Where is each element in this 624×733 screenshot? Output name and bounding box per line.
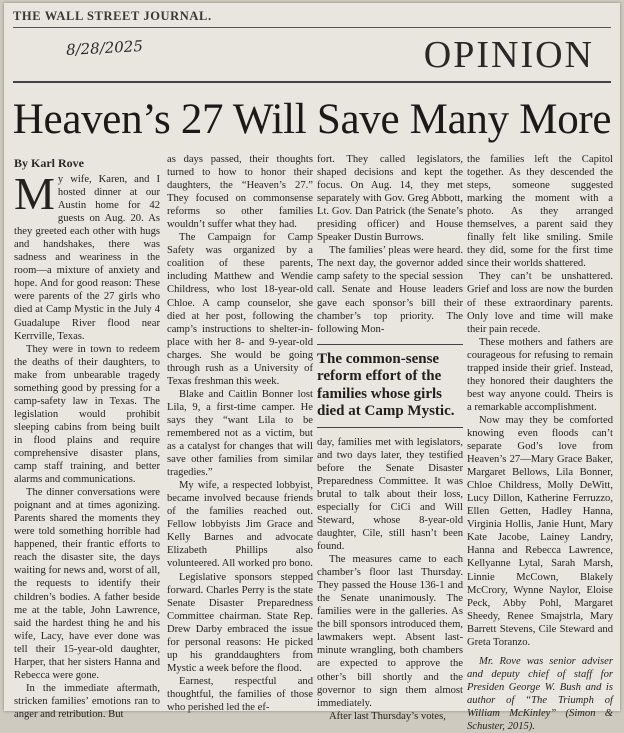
paragraph: fort. They called legislators, shaped decisions and kept the focus. On Aug. 14, they met separately with Gov. Greg Abbott, Lt. Gov. Dan Patrick (the Senate’s presiding officer) and House Speaker Dustin Burrows. bbox=[317, 154, 463, 244]
section-title: OPINION bbox=[423, 34, 594, 76]
paragraph-text: y wife, Karen, and I hosted dinner at our Austin home for 42 guests on Aug. 20. As they greeted each other with hugs and handshakes, there was sadness and weariness in the room—a mixture of anxiety and hope. And for good reason: These were parents of the 27 girls who died at Camp Mystic in the July 4 Guadalupe River flood near Kerrville, Texas. bbox=[14, 174, 160, 342]
masthead: THE WALL STREET JOURNAL. bbox=[13, 9, 212, 23]
paragraph: as days passed, their thoughts turned to how to honor their daughters, the “Heaven’s 27.” They focused on commonsense reforms so other families wouldn’t suffer what they had. bbox=[167, 154, 313, 231]
column-3 bbox=[317, 153, 463, 723]
paragraph: The families’ pleas were heard. The next day, the governor added camp safety to the special session call. Senate and House leaders gave each sponsor’s bill their chamber’s top priority. The following Mon- bbox=[317, 245, 463, 335]
paragraph: The Campaign for Camp Safety was organized by a coalition of these parents, including Matthew and Wendie Childress, who lost 18-year-old Chloe. A camp counselor, she died at her post, following the camp’s instructions to shelter-in-place with her 8- and 9-year-old charges. She would be going through rush as a University of Texas freshman this week. bbox=[167, 232, 313, 387]
paragraph bbox=[14, 168, 160, 343]
paragraph: Legislative sponsors stepped forward. Charles Perry is the state Senate Disaster Preparedness Committee chairman. State Rep. Drew Darby embraced the issue for personal reasons: He picked up his granddaughters from Mystic a week before the flood. bbox=[167, 571, 313, 674]
paragraph: day, families met with legislators, and two days later, they testified before the Senate Disaster Preparedness Committee. It was brutal to talk about their loss, especially for CiCi and Will Steward, whose 8-year-old daughter, Cile, still hasn’t been found. bbox=[317, 436, 463, 553]
newspaper-page bbox=[4, 3, 620, 733]
paragraph: They were in town to redeem the deaths of their daughters, to make from unbearable tragedy something good by pressing for a camp-safety law in Texas. The legislation would prohibit sleeping cabins from being built in flood plains and require comprehensive disaster plans, camp staff training, and better alarms and communications. bbox=[14, 343, 160, 486]
handwritten-date: 8/28/2025 bbox=[65, 36, 144, 60]
paragraph: My wife, a respected lobbyist, became involved because friends of the families reached out. Fellow lobbyists Jim Grace and Kelly Barnes and advocate Elizabeth Phillips also volunteered. All worked pro bono. bbox=[167, 480, 313, 570]
drop-cap: M bbox=[14, 168, 55, 219]
column-4 bbox=[467, 153, 613, 733]
column-2 bbox=[167, 153, 313, 714]
paragraph: These mothers and fathers are courageous for refusing to remain trapped inside their grief. Instead, they honored their daughters the best way anyone could. Theirs is a remarkable accomplishment. bbox=[467, 336, 613, 413]
paragraph: The measures came to each chamber’s floor last Thursday. They passed the House 136-1 and the Senate unanimously. The families were in the galleries. As the bill sponsors introduced them, lawmakers wept. Absent last-minute wrangling, both chambers are expected to approve the other’s bill shortly and the governor to sign them almost immediately. bbox=[317, 554, 463, 709]
top-rule bbox=[13, 27, 611, 28]
paragraph: They can’t be unshattered. Grief and loss are now the burden of these extraordinary parents. Only love and time will make their pain recede. bbox=[467, 271, 613, 335]
paragraph: After last Thursday’s votes, bbox=[329, 710, 446, 722]
paragraph: the families left the Capitol together. As they descended the steps, someone suggested marking the moment with a photo. As they arranged themselves, a parent said they finally felt like smiling. Smile they did, some for the first time since their worlds shattered. bbox=[467, 154, 613, 270]
section-rule bbox=[13, 81, 611, 83]
paragraph: In the immediate aftermath, stricken families’ emotions ran to anger and retribution. But bbox=[14, 682, 160, 720]
paragraph: Blake and Caitlin Bonner lost Lila, 9, a first-time camper. He says they “want Lila to be remembered not as a victim, but as a catalyst for changes that will save other families from similar tragedies.” bbox=[167, 388, 313, 479]
paragraph: Earnest, respectful and thoughtful, the families of those who perished led the ef- bbox=[167, 675, 313, 713]
paragraph: The dinner conversations were poignant and at times agonizing. Parents shared the moments they were told something horrible had happened, their frantic efforts to reach the disaster site, the days waiting for news and, worst of all, the requests to identify their children’s bodies. A father beside me at the table, John Lawrence, said the hardest thing he and his wife, Lacy, have ever done was tell their 15-year-old daughter, Harper, that her sisters Hanna and Rebecca were gone. bbox=[14, 487, 160, 681]
paragraph: Now may they be comforted knowing even floods can’t separate God’s love from Heaven’s 27—Mary Grace Baker, Margaret Bellows, Lila Bonner, Chloe Childress, Molly DeWitt, Lucy Dillon, Katherine Ferruzzo, Ellen Getten, Hadley Hanna, Virginia Hollis, Janie Hunt, Mary Kate Jacobe, Lainey Landry, Hanna and Rebecca Lawrence, Kellyanne Lytal, Sarah Marsh, Linnie McCown, Blakely McCrory, Wynne Naylor, Eloise Peck, Abby Pohl, Margaret Sheedy, Renee Smajstrla, Mary Barrett Stevens, Cile Steward and Greta Toranzo. bbox=[467, 414, 613, 648]
byline: By Karl Rove bbox=[14, 156, 84, 170]
pull-quote: The common-sense reform effort of the families whose girls died at Camp Mystic. bbox=[317, 344, 463, 428]
author-bio: Mr. Rove was senior adviser and deputy chief of staff for Presiden George W. Bush and is author of “The Triumph of William McKinley” (Simon & Schuster, 2015). bbox=[467, 655, 613, 733]
headline: Heaven’s 27 Will Save Many More bbox=[12, 96, 612, 143]
column-1 bbox=[14, 168, 160, 721]
